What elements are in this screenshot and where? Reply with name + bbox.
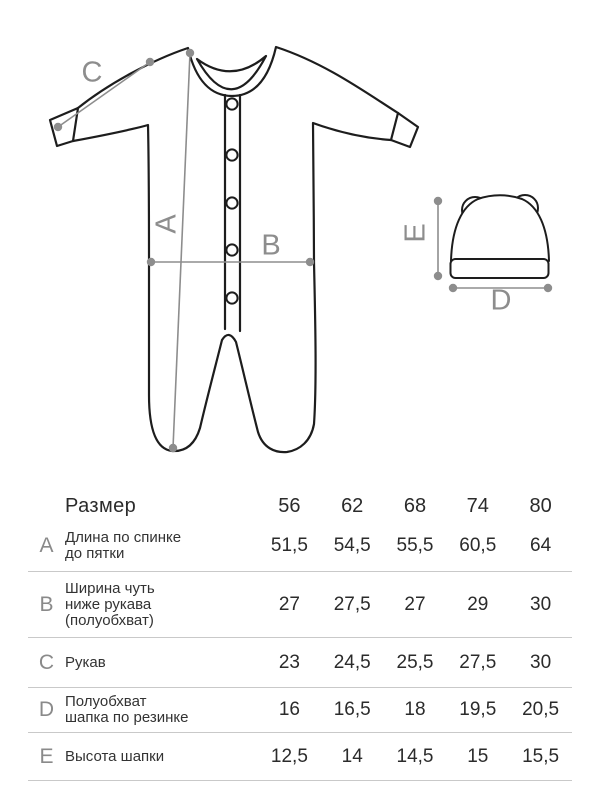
table-cell: 15,5 xyxy=(522,745,560,767)
snap-button xyxy=(226,98,237,109)
table-row xyxy=(28,638,572,688)
row-letter: A xyxy=(39,533,54,557)
table-row xyxy=(28,688,572,733)
size-column-header: 56 xyxy=(278,494,301,517)
row-measure-line: Полуобхват xyxy=(65,693,147,710)
table-cell: 25,5 xyxy=(396,651,434,673)
table-cell: 27 xyxy=(404,593,426,615)
measure-dot xyxy=(435,273,442,280)
size-table xyxy=(28,492,572,781)
size-column-header: 62 xyxy=(341,494,364,517)
table-cell: 29 xyxy=(467,593,489,615)
diagram-label-width: B xyxy=(261,229,281,262)
snap-buttons xyxy=(226,98,237,303)
measure-dot xyxy=(187,50,194,57)
table-cell: 51,5 xyxy=(270,534,308,556)
row-measure-line: (полуобхват) xyxy=(65,611,154,629)
measure-dot xyxy=(450,285,457,292)
diagram-label-sleeve: C xyxy=(81,56,103,89)
measure-dot xyxy=(545,285,552,292)
row-measure-line: до пятки xyxy=(65,544,125,562)
hat-drawing xyxy=(451,195,550,278)
measure-dot xyxy=(148,259,155,266)
row-measure-line: Ширина чуть xyxy=(65,579,155,597)
measure-dot xyxy=(170,445,177,452)
measure-line-C xyxy=(58,62,150,127)
table-cell: 60,5 xyxy=(459,534,497,556)
row-letter: C xyxy=(38,650,55,674)
size-column-header: 74 xyxy=(466,494,489,517)
measure-dot xyxy=(147,59,154,66)
diagram-label-length: A xyxy=(150,214,183,234)
table-cell: 54,5 xyxy=(333,534,371,556)
snap-button xyxy=(226,292,237,303)
table-cell: 16 xyxy=(278,699,300,720)
row-measure-name xyxy=(65,694,258,726)
snap-button xyxy=(226,244,237,255)
row-measure-line: Длина по спинке xyxy=(65,528,182,546)
measure-dot xyxy=(307,259,314,266)
table-cell: 30 xyxy=(530,593,552,615)
table-cell: 12,5 xyxy=(270,745,308,767)
table-row xyxy=(28,520,572,572)
snap-button xyxy=(226,197,237,208)
size-column-header: 68 xyxy=(403,494,427,517)
row-measure-line: Рукав xyxy=(65,653,106,671)
diagram-label-hat-height: E xyxy=(399,223,432,243)
snap-button xyxy=(226,149,237,160)
table-cell: 18 xyxy=(404,699,426,720)
table-cell: 14 xyxy=(341,745,363,767)
table-cell: 16,5 xyxy=(333,699,371,720)
table-row xyxy=(28,733,572,781)
row-measure-line: Высота шапки xyxy=(65,747,165,765)
row-letter: B xyxy=(39,592,54,616)
table-cell: 27,5 xyxy=(459,651,497,673)
table-cell: 64 xyxy=(530,534,552,556)
table-cell: 23 xyxy=(278,651,300,673)
table-cell: 19,5 xyxy=(459,699,497,720)
table-row xyxy=(28,572,572,638)
table-cell: 20,5 xyxy=(522,699,560,720)
row-measure-name xyxy=(65,655,258,671)
table-cell: 55,5 xyxy=(396,534,434,556)
measure-dot xyxy=(435,198,442,205)
onesie-drawing xyxy=(50,47,418,452)
table-cell: 14,5 xyxy=(396,745,434,767)
diagram-label-hat-girth: D xyxy=(490,284,512,317)
table-cell: 15 xyxy=(467,745,489,767)
table-cell: 30 xyxy=(530,651,552,673)
row-measure-line: ниже рукава xyxy=(65,595,152,613)
row-measure-name xyxy=(65,581,258,629)
size-column-header: 80 xyxy=(529,494,552,517)
table-cell: 27 xyxy=(278,593,300,615)
measure-dot xyxy=(55,124,62,131)
hat-brim xyxy=(451,259,549,278)
row-measure-name xyxy=(65,530,258,562)
row-measure-name xyxy=(65,749,258,765)
table-cell: 24,5 xyxy=(333,651,371,673)
row-measure-line: шапка по резинке xyxy=(65,709,189,726)
collar-crescent xyxy=(197,56,266,89)
measure-line-A xyxy=(173,53,190,448)
table-cell: 27,5 xyxy=(333,593,371,615)
table-header-label: Размер xyxy=(65,494,137,517)
table-header-row xyxy=(28,492,572,520)
row-letter: D xyxy=(38,698,55,721)
right-cuff-seam xyxy=(391,113,398,140)
row-letter: E xyxy=(39,744,54,768)
